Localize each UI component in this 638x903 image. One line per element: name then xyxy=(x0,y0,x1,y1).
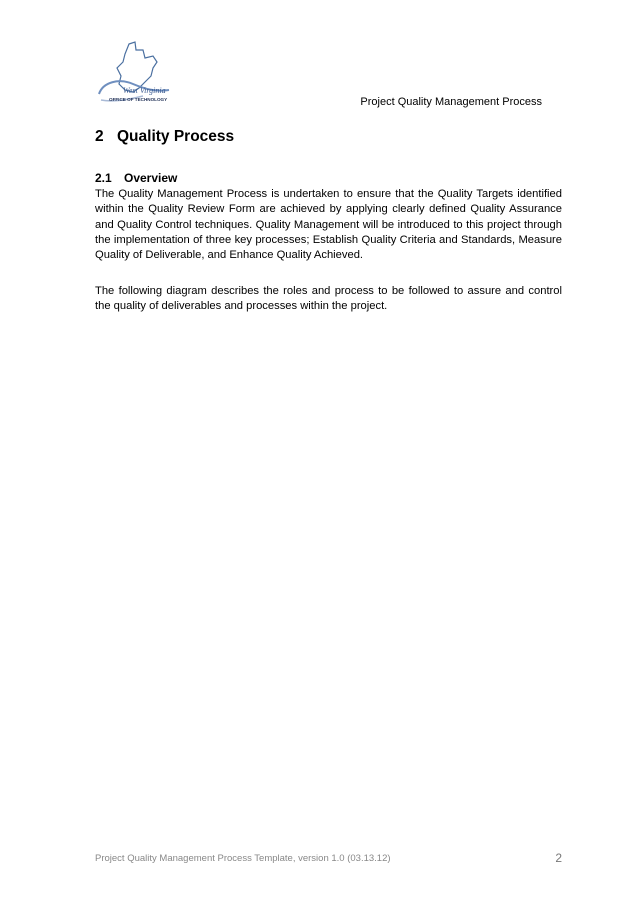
diagram-intro-paragraph: The following diagram describes the roles and process to be followed to assure and control the quality of deliverables and processes within the project. xyxy=(95,285,562,313)
section-title: Quality Process xyxy=(117,128,235,145)
subsection-title: Overview xyxy=(124,171,178,185)
section-heading xyxy=(95,128,234,146)
wv-office-of-technology-logo xyxy=(93,38,175,110)
subsection-heading xyxy=(95,171,177,185)
svg-text:OFFICE OF TECHNOLOGY: OFFICE OF TECHNOLOGY xyxy=(109,97,168,102)
svg-text:West Virginia: West Virginia xyxy=(123,86,166,95)
footer-template-info: Project Quality Management Process Template, version 1.0 (03.13.12) xyxy=(95,853,391,864)
page-number: 2 xyxy=(555,851,562,865)
section-number: 2 xyxy=(95,128,104,145)
document-header-title: Project Quality Management Process xyxy=(360,96,542,108)
overview-paragraph: The Quality Management Process is undertaken to ensure that the Quality Targets identified within the Quality Review Form are achieved by applying clearly defined Quality Assurance and Quality Control techniques. Quality Management will be introduced to this project through the implementation of three key processes; Establish Quality Criteria and Standards, Measure Quality of Deliverable, and Enhance Quality Achieved. xyxy=(95,188,562,262)
subsection-number: 2.1 xyxy=(95,171,112,185)
